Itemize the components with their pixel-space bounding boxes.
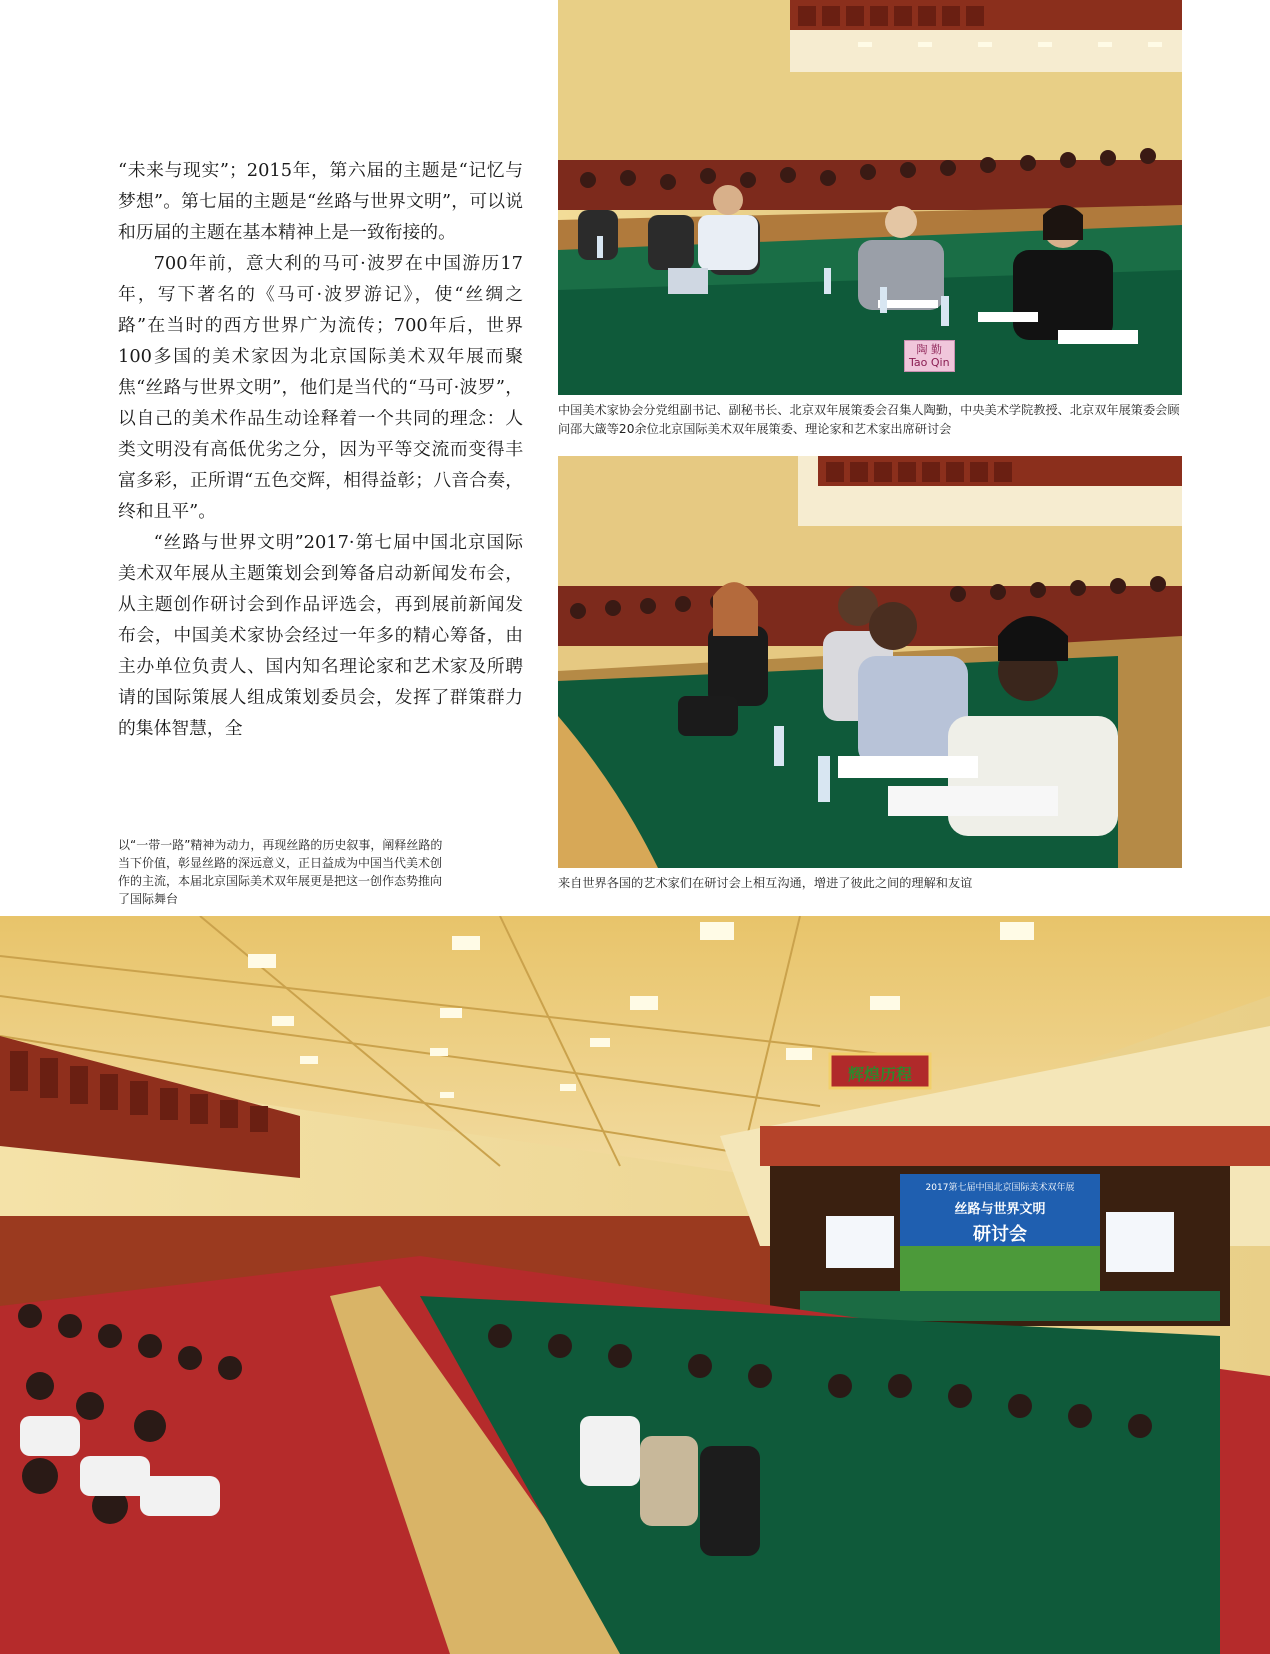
article-body xyxy=(118,155,523,744)
photo-caption-top: 中国美术家协会分党组副书记、副秘书长、北京双年展策委会召集人陶勤，中央美术学院教授、北京双年展策委会顾问邵大箴等20余位北京国际美术双年展策委、理论家和艺术家出席研讨会 xyxy=(558,403,1180,436)
stage-banner: 辉煌历程 xyxy=(847,1065,912,1084)
nameplate-english: Tao Qin xyxy=(909,356,950,369)
paragraph: 700年前，意大利的马可·波罗在中国游历17年，写下著名的《马可·波罗游记》，使“丝绸之路”在当时的西方世界广为流传；700年后，世界100多国的美术家因为北京国际美术双年展而聚焦“丝路与世界文明”，他们是当代的“马可·波罗”，以自己的美术作品生动诠释着一个共同的理念：人类文明没有高低优劣之分，因为平等交流而变得丰富多彩，正所谓“五色交辉，相得益彰；八音合奏，终和且平”。 xyxy=(118,253,523,522)
photo-conference-artists xyxy=(558,456,1182,868)
pull-caption: 以“一带一路”精神为动力，再现丝路的历史叙事，阐释丝路的当下价值，彰显丝路的深远意义，正日益成为中国当代美术创作的主流，本届北京国际美术双年展更是把这一创作态势推向了国际舞台 xyxy=(118,838,443,906)
screen-title: 丝路与世界文明 xyxy=(954,1202,1046,1217)
screen-line-1: 2017第七届中国北京国际美术双年展 xyxy=(925,1183,1075,1193)
nameplate-chinese: 陶 勤 xyxy=(916,343,943,356)
photo-conference-front-row xyxy=(558,0,1182,395)
photo-caption-middle: 来自世界各国的艺术家们在研讨会上相互沟通，增进了彼此之间的理解和友谊 xyxy=(558,876,973,890)
nameplate xyxy=(904,340,955,372)
photo-auditorium-wide xyxy=(0,916,1270,1654)
paragraph: “丝路与世界文明”2017·第七届中国北京国际美术双年展从主题策划会到筹备启动新闻发布会，从主题创作研讨会到作品评选会，再到展前新闻发布会，中国美术家协会经过一年多的精心筹备，由主办单位负责人、国内知名理论家和艺术家及所聘请的国际策展人组成策划委员会，发挥了群策群力的集体智慧，全 xyxy=(118,532,523,739)
screen-subtitle: 研讨会 xyxy=(973,1224,1027,1245)
paragraph: “未来与现实”；2015年，第六届的主题是“记忆与梦想”。第七届的主题是“丝路与世界文明”，可以说和历届的主题在基本精神上是一致衔接的。 xyxy=(118,160,523,243)
